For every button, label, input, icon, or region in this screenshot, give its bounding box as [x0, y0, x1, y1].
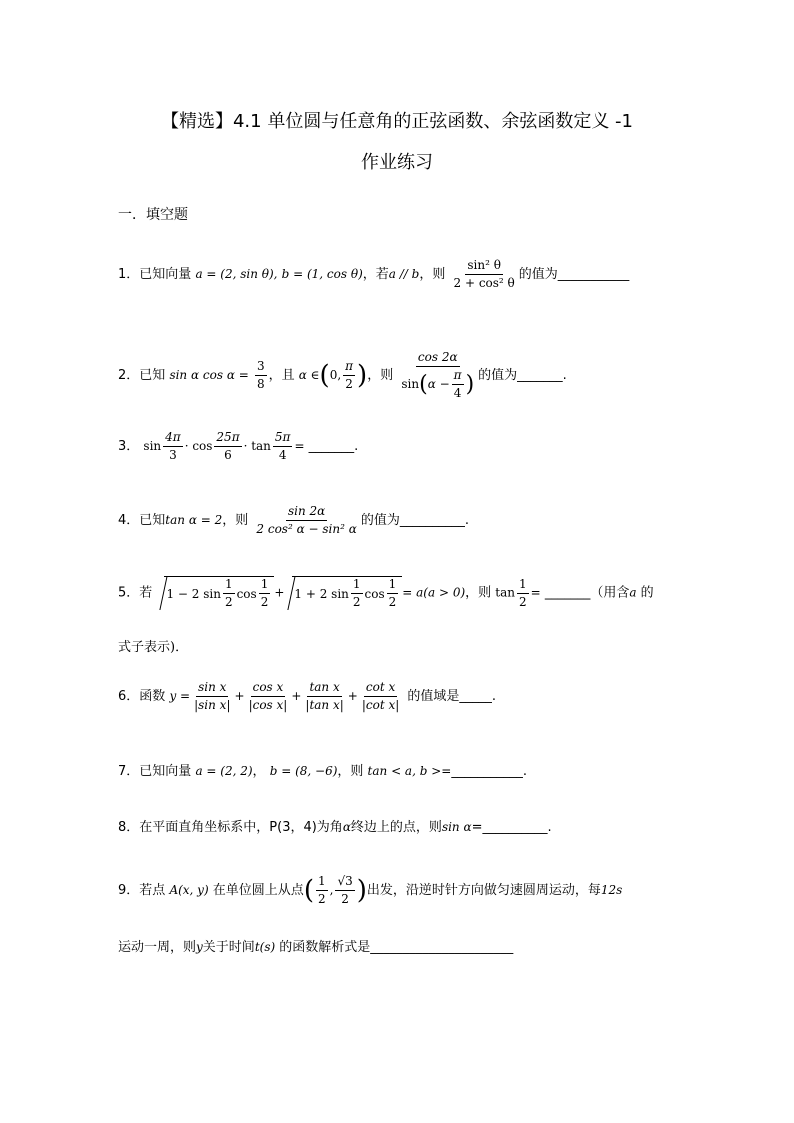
q8-sin: sin α — [441, 820, 472, 834]
q1-prefix: 已知向量 — [139, 267, 192, 282]
question-4 — [118, 504, 469, 537]
q2-inner-open: ( — [419, 372, 428, 397]
q2-interval-start: 0, — [329, 368, 342, 382]
q9-prefix: 若点 — [139, 883, 166, 898]
q2-pi-den: 2 — [345, 377, 353, 391]
q2-then: ，则 — [367, 368, 394, 383]
q6-d2: |cos x| — [248, 698, 288, 712]
q6-d4: |cot x| — [361, 698, 400, 712]
q3-fraction-2 — [214, 430, 241, 463]
q2-fraction-pi-2 — [343, 359, 355, 392]
q9-after: 出发，沿逆时针方向做匀速圆周运动，每 — [366, 883, 601, 898]
q5-sqrt-2 — [292, 576, 402, 610]
q1-mid: ，若 — [362, 267, 389, 282]
q9-paren-open: ( — [303, 875, 314, 906]
q1-parallel: a // b — [388, 267, 420, 281]
q5-alpha: a — [629, 585, 637, 600]
q5-then: ，则 — [465, 585, 492, 601]
q6-number: 6． — [118, 689, 140, 704]
q7-post: ___________. — [451, 764, 527, 779]
q5-half-4 — [387, 577, 399, 610]
q4-then: ，则 — [222, 513, 249, 528]
q6-frac-cos — [247, 680, 290, 713]
q9-y: y — [196, 940, 203, 954]
question-6 — [118, 680, 496, 713]
q2-inner-close: ) — [465, 372, 475, 397]
question-2 — [118, 350, 567, 401]
q9-mid: 在单位圆上从点 — [212, 883, 304, 898]
q6-frac-cot — [360, 680, 401, 713]
q2-fraction-pi-4 — [452, 368, 464, 401]
q7-then: ，则 — [337, 764, 364, 779]
q9-point-a: A(x, y) — [169, 883, 209, 897]
q5-r2a: 1 + 2 sin — [294, 586, 349, 601]
q9-line2c: 的函数解析式是______________________ — [279, 940, 514, 955]
q4-expr: tan α = 2 — [165, 513, 223, 527]
q4-fraction — [254, 504, 358, 537]
q3-n3: 5π — [273, 430, 293, 447]
q9-paren-close: ) — [356, 875, 367, 906]
q3-number: 3． — [118, 439, 140, 454]
q2-main-fraction — [399, 350, 476, 401]
q4-post: 的值为__________. — [360, 513, 469, 528]
q8-number: 8． — [118, 820, 140, 835]
q2-main-num: cos 2α — [416, 350, 460, 367]
q6-d1: |sin x| — [194, 698, 231, 712]
q3-fraction-3 — [273, 430, 293, 463]
q2-paren-open: ( — [319, 360, 330, 391]
question-9-line-2 — [118, 936, 513, 955]
question-9 — [118, 874, 622, 907]
q2-expr: sin α cos α = — [169, 368, 249, 382]
q5-post: _______（用含 — [544, 585, 630, 601]
q2-pi4-num: π — [452, 368, 464, 385]
q3-d1: 3 — [169, 448, 177, 462]
q9-pn: 1 — [316, 874, 328, 891]
q6-y: y = — [169, 689, 191, 703]
q5-tan: tan — [495, 585, 516, 600]
q1-fraction — [452, 258, 517, 291]
q6-frac-sin — [192, 680, 232, 713]
q1-post: 的值为___________ — [518, 267, 630, 282]
q3-n1: 4π — [163, 430, 183, 447]
q9-line2b: 关于时间 — [202, 940, 255, 955]
q9-frac-sqrt3-2 — [335, 874, 354, 907]
q9-t: t(s) — [254, 940, 276, 954]
q7-expr: tan < a, b >= — [367, 764, 452, 778]
q9-sqd: 2 — [341, 892, 349, 906]
question-5-line-2: 式子表示)． — [118, 640, 189, 655]
q2-pi4-den: 4 — [453, 386, 462, 400]
q3-post: _______. — [308, 439, 359, 454]
q6-n3: tan x — [307, 680, 341, 697]
q5-r1a: 1 − 2 sin — [166, 586, 221, 601]
title-line-2: 作业练习 — [361, 152, 433, 173]
q5-h4d: 2 — [388, 595, 397, 609]
q5-half-2 — [259, 577, 271, 610]
q5-h4n: 1 — [387, 577, 399, 594]
q5-h1d: 2 — [224, 595, 233, 609]
q5-h5n: 1 — [517, 577, 529, 594]
q3-n2: 25π — [214, 430, 241, 447]
q2-post: 的值为_______. — [478, 368, 567, 383]
q4-number: 4． — [118, 513, 140, 528]
q5-h2d: 2 — [260, 595, 269, 609]
q7-number: 7． — [118, 764, 140, 779]
q3-cos: · cos — [184, 439, 213, 453]
q8-text2: 终边上的点，则 — [350, 820, 442, 835]
q7-vector-a: a = (2, 2) — [195, 764, 253, 778]
q6-post: 的值域是_____. — [407, 689, 497, 704]
q7-vector-b: b = (8, −6) — [269, 764, 338, 778]
q5-h3n: 1 — [351, 577, 363, 594]
q6-d3: |tan x| — [305, 698, 344, 712]
q5-rhs: = a(a > 0) — [402, 585, 466, 600]
q6-frac-tan — [303, 680, 345, 713]
q1-vector-a: a = (2, sin θ), — [195, 267, 278, 281]
q6-n2: cos x — [251, 680, 286, 697]
q5-post2: 的 — [640, 585, 654, 601]
q8-post: =__________. — [471, 820, 552, 835]
q9-comma: , — [329, 883, 334, 897]
q4-num: sin 2α — [286, 504, 327, 521]
q4-den: 2 cos² α − sin² α — [256, 522, 357, 536]
q5-number: 5． — [118, 585, 140, 601]
q6-plus-2: + — [291, 689, 302, 703]
q2-den: 8 — [256, 377, 265, 391]
q1-number: 1． — [118, 267, 140, 282]
q9-sqn: √3 — [335, 874, 354, 891]
q9-frac-1-2 — [316, 874, 328, 907]
q2-num: 3 — [255, 359, 267, 376]
q1-vector-b: b = (1, cos θ) — [281, 267, 363, 281]
q5-half-3 — [351, 577, 363, 610]
q6-n1: sin x — [196, 680, 228, 697]
q2-inner: α − — [427, 377, 450, 391]
q3-sin: sin — [143, 439, 162, 453]
title-line-1: 【精选】4.1 单位圆与任意角的正弦函数、余弦函数定义 -1 — [160, 111, 633, 132]
q5-prefix: 若 — [139, 585, 153, 601]
q3-tan: · tan — [243, 439, 271, 453]
q3-eq: = — [294, 439, 305, 453]
q2-prefix: 已知 — [139, 368, 166, 383]
q1-denominator: 2 + cos² θ — [453, 276, 515, 290]
q9-number: 9． — [118, 883, 140, 898]
q3-d2: 6 — [224, 448, 232, 462]
q5-h5d: 2 — [519, 594, 527, 609]
question-8 — [118, 816, 552, 835]
question-5 — [118, 576, 654, 610]
q9-pd: 2 — [317, 892, 326, 906]
question-3 — [118, 430, 358, 463]
q5-r1b: cos — [236, 586, 257, 601]
q4-prefix: 已知 — [139, 513, 166, 528]
q9-period: 12s — [600, 883, 623, 897]
q2-and: ，且 — [268, 368, 295, 383]
q2-paren-close: ) — [357, 360, 368, 391]
question-7 — [118, 760, 527, 779]
section-heading: 一．填空题 — [118, 207, 188, 223]
q6-prefix: 函数 — [139, 689, 166, 704]
q5-h3d: 2 — [352, 595, 361, 609]
q1-then: ，则 — [419, 267, 446, 282]
q5-h1n: 1 — [223, 577, 235, 594]
q2-pi-num: π — [343, 359, 355, 376]
q5-eq: = — [530, 585, 541, 600]
question-1 — [118, 258, 629, 291]
q2-sin: sin — [401, 377, 420, 391]
q1-numerator: sin² θ — [465, 258, 503, 275]
q2-main-den — [399, 367, 476, 401]
q6-plus-1: + — [234, 689, 245, 703]
q9-line2a: 运动一周，则 — [118, 940, 197, 955]
q5-r2b: cos — [364, 586, 385, 601]
q2-cond: α ∈ — [298, 368, 320, 382]
q2-fraction-3-8 — [255, 359, 267, 392]
q5-half-1 — [223, 577, 235, 610]
q5-sqrt-1 — [164, 576, 274, 610]
q5-h2n: 1 — [259, 577, 271, 594]
q8-alpha: α — [342, 820, 351, 834]
q5-plus: + — [274, 585, 285, 600]
q7-prefix: 已知向量 — [139, 764, 192, 779]
q6-plus-3: + — [347, 689, 358, 703]
q2-number: 2． — [118, 368, 140, 383]
q6-n4: cot x — [364, 680, 397, 697]
q3-fraction-1 — [163, 430, 183, 463]
q8-text: 在平面直角坐标系中，P(3，4)为角 — [139, 820, 343, 835]
q3-d3: 4 — [278, 448, 287, 462]
q5-half-5 — [517, 577, 529, 610]
q7-comma: ， — [252, 764, 266, 779]
